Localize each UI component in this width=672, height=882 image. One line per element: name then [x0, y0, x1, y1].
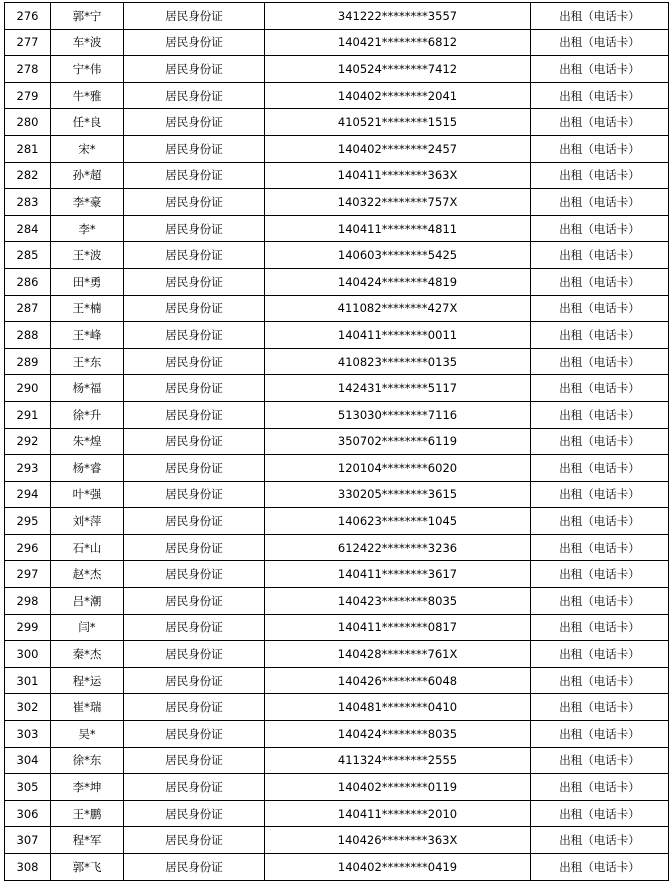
row-number-cell: 294 — [5, 481, 51, 508]
status-cell: 出租（电话卡） — [531, 268, 669, 295]
name-cell: 宁*伟 — [51, 56, 124, 83]
id-type-cell: 居民身份证 — [124, 800, 265, 827]
id-type-cell: 居民身份证 — [124, 827, 265, 854]
id-type-cell: 居民身份证 — [124, 295, 265, 322]
name-cell: 徐*升 — [51, 401, 124, 428]
id-type-cell: 居民身份证 — [124, 721, 265, 748]
id-number-cell: 350702********6119 — [265, 428, 531, 455]
status-cell: 出租（电话卡） — [531, 401, 669, 428]
id-type-cell: 居民身份证 — [124, 135, 265, 162]
id-type-cell: 居民身份证 — [124, 854, 265, 881]
table-row — [5, 162, 669, 189]
id-type-cell: 居民身份证 — [124, 56, 265, 83]
id-number-cell: 410521********1515 — [265, 109, 531, 136]
id-number-cell: 140481********0410 — [265, 694, 531, 721]
id-number-cell: 140423********8035 — [265, 588, 531, 615]
id-type-cell: 居民身份证 — [124, 747, 265, 774]
name-cell: 王*鹏 — [51, 800, 124, 827]
status-cell: 出租（电话卡） — [531, 827, 669, 854]
row-number-cell: 299 — [5, 614, 51, 641]
name-cell: 叶*强 — [51, 481, 124, 508]
name-cell: 王*峰 — [51, 322, 124, 349]
table-row — [5, 481, 669, 508]
id-type-cell: 居民身份证 — [124, 534, 265, 561]
id-type-cell: 居民身份证 — [124, 561, 265, 588]
name-cell: 王*楠 — [51, 295, 124, 322]
row-number-cell: 295 — [5, 508, 51, 535]
name-cell: 牛*雅 — [51, 82, 124, 109]
id-number-cell: 140411********2010 — [265, 800, 531, 827]
id-type-cell: 居民身份证 — [124, 401, 265, 428]
name-cell: 孙*超 — [51, 162, 124, 189]
status-cell: 出租（电话卡） — [531, 135, 669, 162]
status-cell: 出租（电话卡） — [531, 375, 669, 402]
name-cell: 王*波 — [51, 242, 124, 269]
name-cell: 李*坤 — [51, 774, 124, 801]
status-cell: 出租（电话卡） — [531, 721, 669, 748]
row-number-cell: 280 — [5, 109, 51, 136]
table-row — [5, 242, 669, 269]
table-row — [5, 588, 669, 615]
id-type-cell: 居民身份证 — [124, 667, 265, 694]
table-row — [5, 428, 669, 455]
id-type-cell: 居民身份证 — [124, 109, 265, 136]
id-type-cell: 居民身份证 — [124, 82, 265, 109]
status-cell: 出租（电话卡） — [531, 774, 669, 801]
row-number-cell: 306 — [5, 800, 51, 827]
table-row — [5, 747, 669, 774]
row-number-cell: 278 — [5, 56, 51, 83]
name-cell: 郭*宁 — [51, 3, 124, 30]
table-row — [5, 295, 669, 322]
row-number-cell: 301 — [5, 667, 51, 694]
status-cell: 出租（电话卡） — [531, 322, 669, 349]
table-row — [5, 667, 669, 694]
row-number-cell: 292 — [5, 428, 51, 455]
status-cell: 出租（电话卡） — [531, 56, 669, 83]
status-cell: 出租（电话卡） — [531, 508, 669, 535]
status-cell: 出租（电话卡） — [531, 428, 669, 455]
status-cell: 出租（电话卡） — [531, 348, 669, 375]
row-number-cell: 308 — [5, 854, 51, 881]
id-number-cell: 410823********0135 — [265, 348, 531, 375]
id-type-cell: 居民身份证 — [124, 242, 265, 269]
row-number-cell: 277 — [5, 29, 51, 56]
id-type-cell: 居民身份证 — [124, 215, 265, 242]
name-cell: 石*山 — [51, 534, 124, 561]
row-number-cell: 297 — [5, 561, 51, 588]
id-number-cell: 140402********0419 — [265, 854, 531, 881]
status-cell: 出租（电话卡） — [531, 588, 669, 615]
id-number-cell: 411324********2555 — [265, 747, 531, 774]
table-row — [5, 215, 669, 242]
status-cell: 出租（电话卡） — [531, 667, 669, 694]
row-number-cell: 296 — [5, 534, 51, 561]
table-row — [5, 614, 669, 641]
status-cell: 出租（电话卡） — [531, 614, 669, 641]
table-row — [5, 375, 669, 402]
table-row — [5, 322, 669, 349]
table-row — [5, 721, 669, 748]
row-number-cell: 298 — [5, 588, 51, 615]
row-number-cell: 283 — [5, 189, 51, 216]
status-cell: 出租（电话卡） — [531, 455, 669, 482]
table-row — [5, 3, 669, 30]
table-row — [5, 189, 669, 216]
row-number-cell: 293 — [5, 455, 51, 482]
id-number-cell: 140402********2457 — [265, 135, 531, 162]
registry-table — [4, 2, 669, 881]
name-cell: 杨*睿 — [51, 455, 124, 482]
name-cell: 吴* — [51, 721, 124, 748]
table-row — [5, 56, 669, 83]
name-cell: 宋* — [51, 135, 124, 162]
row-number-cell: 285 — [5, 242, 51, 269]
registry-table-body — [5, 3, 669, 881]
status-cell: 出租（电话卡） — [531, 561, 669, 588]
name-cell: 程*运 — [51, 667, 124, 694]
id-number-cell: 140411********3617 — [265, 561, 531, 588]
table-row — [5, 641, 669, 668]
row-number-cell: 289 — [5, 348, 51, 375]
status-cell: 出租（电话卡） — [531, 800, 669, 827]
status-cell: 出租（电话卡） — [531, 641, 669, 668]
id-number-cell: 140411********363X — [265, 162, 531, 189]
id-number-cell: 140402********0119 — [265, 774, 531, 801]
id-number-cell: 140322********757X — [265, 189, 531, 216]
row-number-cell: 286 — [5, 268, 51, 295]
table-row — [5, 800, 669, 827]
id-type-cell: 居民身份证 — [124, 3, 265, 30]
id-number-cell: 140428********761X — [265, 641, 531, 668]
name-cell: 车*波 — [51, 29, 124, 56]
id-number-cell: 140421********6812 — [265, 29, 531, 56]
table-row — [5, 268, 669, 295]
id-number-cell: 140524********7412 — [265, 56, 531, 83]
row-number-cell: 304 — [5, 747, 51, 774]
row-number-cell: 276 — [5, 3, 51, 30]
id-number-cell: 411082********427X — [265, 295, 531, 322]
name-cell: 赵*杰 — [51, 561, 124, 588]
id-type-cell: 居民身份证 — [124, 588, 265, 615]
table-row — [5, 135, 669, 162]
id-number-cell: 142431********5117 — [265, 375, 531, 402]
status-cell: 出租（电话卡） — [531, 694, 669, 721]
name-cell: 任*良 — [51, 109, 124, 136]
id-number-cell: 612422********3236 — [265, 534, 531, 561]
row-number-cell: 287 — [5, 295, 51, 322]
name-cell: 田*勇 — [51, 268, 124, 295]
table-row — [5, 401, 669, 428]
row-number-cell: 303 — [5, 721, 51, 748]
id-number-cell: 341222********3557 — [265, 3, 531, 30]
name-cell: 杨*福 — [51, 375, 124, 402]
row-number-cell: 279 — [5, 82, 51, 109]
row-number-cell: 302 — [5, 694, 51, 721]
table-row — [5, 827, 669, 854]
id-type-cell: 居民身份证 — [124, 694, 265, 721]
status-cell: 出租（电话卡） — [531, 242, 669, 269]
table-row — [5, 455, 669, 482]
row-number-cell: 284 — [5, 215, 51, 242]
status-cell: 出租（电话卡） — [531, 854, 669, 881]
table-row — [5, 508, 669, 535]
table-row — [5, 774, 669, 801]
id-number-cell: 513030********7116 — [265, 401, 531, 428]
table-row — [5, 694, 669, 721]
id-number-cell: 140424********4819 — [265, 268, 531, 295]
table-row — [5, 82, 669, 109]
table-row — [5, 561, 669, 588]
name-cell: 程*军 — [51, 827, 124, 854]
status-cell: 出租（电话卡） — [531, 162, 669, 189]
id-type-cell: 居民身份证 — [124, 29, 265, 56]
id-number-cell: 140426********6048 — [265, 667, 531, 694]
name-cell: 王*东 — [51, 348, 124, 375]
table-row — [5, 348, 669, 375]
name-cell: 刘*萍 — [51, 508, 124, 535]
status-cell: 出租（电话卡） — [531, 29, 669, 56]
id-type-cell: 居民身份证 — [124, 268, 265, 295]
table-row — [5, 854, 669, 881]
id-number-cell: 140424********8035 — [265, 721, 531, 748]
id-number-cell: 140411********0011 — [265, 322, 531, 349]
id-number-cell: 120104********6020 — [265, 455, 531, 482]
name-cell: 朱*煌 — [51, 428, 124, 455]
name-cell: 秦*杰 — [51, 641, 124, 668]
row-number-cell: 290 — [5, 375, 51, 402]
row-number-cell: 307 — [5, 827, 51, 854]
id-number-cell: 140426********363X — [265, 827, 531, 854]
id-type-cell: 居民身份证 — [124, 322, 265, 349]
row-number-cell: 281 — [5, 135, 51, 162]
name-cell: 吕*潮 — [51, 588, 124, 615]
status-cell: 出租（电话卡） — [531, 82, 669, 109]
id-number-cell: 140411********4811 — [265, 215, 531, 242]
id-type-cell: 居民身份证 — [124, 375, 265, 402]
row-number-cell: 305 — [5, 774, 51, 801]
row-number-cell: 288 — [5, 322, 51, 349]
table-row — [5, 109, 669, 136]
id-type-cell: 居民身份证 — [124, 348, 265, 375]
row-number-cell: 282 — [5, 162, 51, 189]
id-type-cell: 居民身份证 — [124, 455, 265, 482]
status-cell: 出租（电话卡） — [531, 189, 669, 216]
status-cell: 出租（电话卡） — [531, 215, 669, 242]
id-number-cell: 140623********1045 — [265, 508, 531, 535]
name-cell: 闫* — [51, 614, 124, 641]
status-cell: 出租（电话卡） — [531, 481, 669, 508]
row-number-cell: 300 — [5, 641, 51, 668]
id-number-cell: 140402********2041 — [265, 82, 531, 109]
status-cell: 出租（电话卡） — [531, 747, 669, 774]
table-row — [5, 534, 669, 561]
row-number-cell: 291 — [5, 401, 51, 428]
id-type-cell: 居民身份证 — [124, 774, 265, 801]
table-row — [5, 29, 669, 56]
id-type-cell: 居民身份证 — [124, 614, 265, 641]
status-cell: 出租（电话卡） — [531, 109, 669, 136]
name-cell: 郭*飞 — [51, 854, 124, 881]
id-type-cell: 居民身份证 — [124, 641, 265, 668]
id-type-cell: 居民身份证 — [124, 189, 265, 216]
id-number-cell: 140603********5425 — [265, 242, 531, 269]
id-type-cell: 居民身份证 — [124, 162, 265, 189]
id-type-cell: 居民身份证 — [124, 481, 265, 508]
status-cell: 出租（电话卡） — [531, 295, 669, 322]
status-cell: 出租（电话卡） — [531, 3, 669, 30]
name-cell: 李*豪 — [51, 189, 124, 216]
name-cell: 崔*瑞 — [51, 694, 124, 721]
id-number-cell: 140411********0817 — [265, 614, 531, 641]
id-type-cell: 居民身份证 — [124, 508, 265, 535]
id-number-cell: 330205********3615 — [265, 481, 531, 508]
name-cell: 李* — [51, 215, 124, 242]
status-cell: 出租（电话卡） — [531, 534, 669, 561]
name-cell: 徐*东 — [51, 747, 124, 774]
id-type-cell: 居民身份证 — [124, 428, 265, 455]
